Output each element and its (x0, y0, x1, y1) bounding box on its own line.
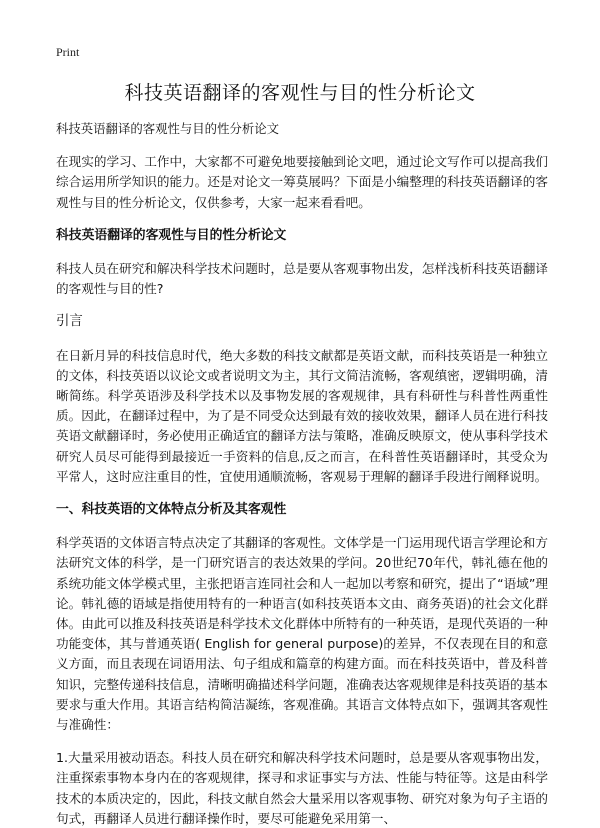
print-link[interactable]: Print (56, 45, 80, 59)
point-paragraph: 1.大量采用被动语态。科技人员在研究和解决科学技术问题时，总是要从客观事物出发，注重探索事物本身内在的客观规律，探寻和求证事实与方法、性能与特征等。这是由科学技术的本质决定的，因此，科技文献自然会大量采用以客观事物、研究对象为句子主语的句式，再翻译人员进行翻译操作时，要尽可能避免采用第一、 (56, 750, 548, 826)
intro-paragraph: 在现实的学习、工作中，大家都不可避免地要接触到论文吧，通过论文写作可以提高我们综合运用所学知识的能力。还是对论文一筹莫展吗？下面是小编整理的科技英语翻译的客观性与目的性分析论文，仅供参考，大家一起来看看吧。 (56, 154, 548, 210)
chapter-paragraph: 科学英语的文体语言特点决定了其翻译的客观性。文体学是一门运用现代语言学理论和方法研究文体的科学，是一门研究语言的表达效果的学问。20世纪70年代，韩礼德在他的系统功能文体学模式里，主张把语言连同社会和人一起加以考察和研究，提出了“语域”理论。韩礼德的语域是指使用特有的一种语言(如科技英语本文由、商务英语)的社会文化群体。由此可以推及科技英语是科学技术文化群体中所特有的一种英语，是现代英语的一种功能变体，其与普通英语( English for general purpose)的差异，不仅表现在目的和意义方面，而且表现在词语用法、句子组成和篇章的构建方面。而在科技英语中，普及科普知识，完整传递科技信息，清晰明确描述科学问题，准确表达客观规律是科技英语的基本要求与重大作用。其语言结构简洁凝练，客观准确。其语言文体特点如下，强调其客观性与准确性： (56, 535, 548, 733)
document-body (56, 119, 548, 828)
preface-heading: 引言 (56, 314, 83, 330)
chapter-heading: 一、科技英语的文体特点分析及其客观性 (56, 502, 287, 518)
section-heading: 科技英语翻译的客观性与目的性分析论文 (56, 227, 287, 243)
section-paragraph: 科技人员在研究和解决科学技术问题时，总是要从客观事物出发，怎样浅析科技英语翻译的客观性与目的性? (56, 261, 548, 297)
document-title: 科技英语翻译的客观性与目的性分析论文 (124, 82, 476, 104)
document-subtitle: 科技英语翻译的客观性与目的性分析论文 (56, 121, 280, 136)
preface-paragraph: 在日新月异的科技信息时代，绝大多数的科技文献都是英语文献，而科技英语是一种独立的文体，科技英语以议论文或者说明文为主，其行文简洁流畅，客观缜密，逻辑明确，清晰简练。科学英语涉及科学技术以及事物发展的客观规律，具有科研性与科普性两重性质。因此，在翻译过程中，为了是不同受众达到最有效的接收效果，翻译人员在进行科技英语文献翻译时，务必使用正确适宜的翻译方法与策略，准确反映原文，使从事科学技术研究人员尽可能得到最接近一手资料的信息,反之而言，在科普性英语翻译时，其受众为平常人，这时应注重目的性，宜使用通顺流畅，客观易于理解的翻译手段进行阐释说明。 (56, 347, 548, 484)
